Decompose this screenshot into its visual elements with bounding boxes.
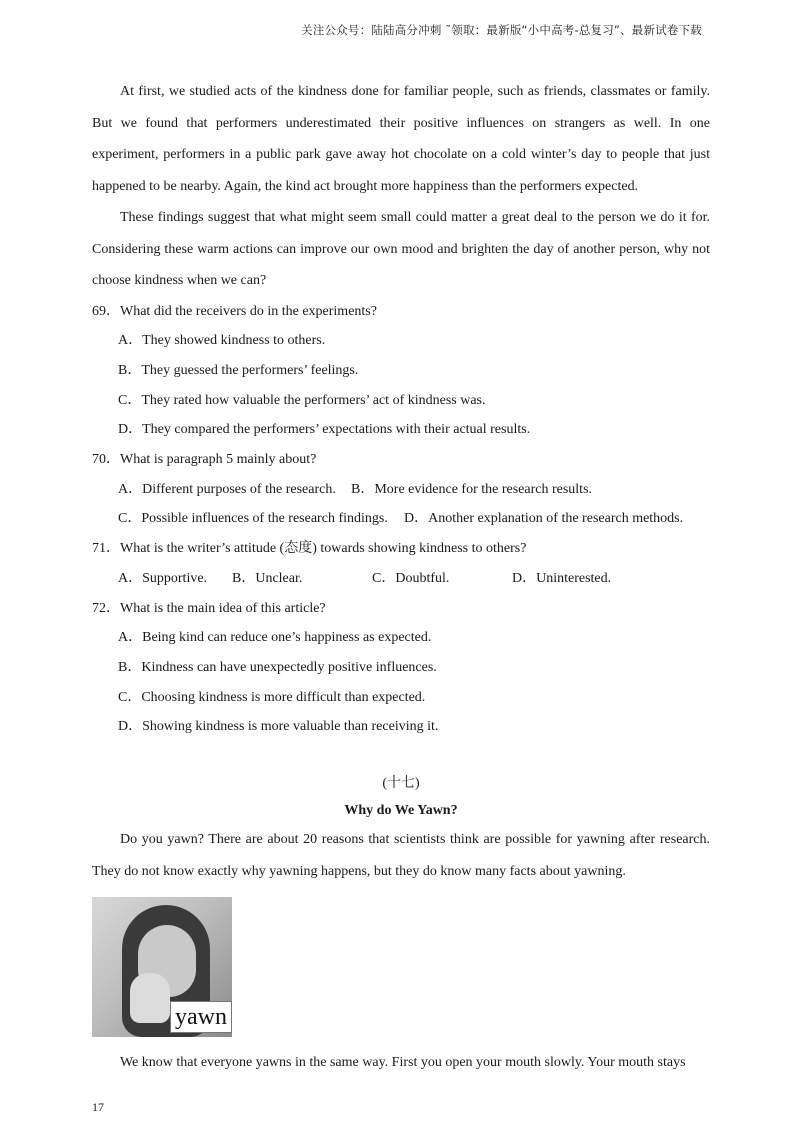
option: A．Different purposes of the research. [118, 481, 336, 497]
article-title: Why do We Yawn? [344, 803, 458, 819]
yawn-photo [92, 897, 232, 1037]
paragraph: At first, we studied acts of the kindness done for familiar people, such as friends, classmates or family. But we found that performers underestimated their positive influences on strangers as well. In one experiment, performers in a public park gave away hot chocolate on a cold winter’s day to people that just happened to be nearby. Again, the kind act brought more happiness than the performers expected. [92, 84, 710, 194]
option: B．They guessed the performers’ feelings. [118, 362, 359, 378]
option-row [92, 564, 710, 594]
option: C．They rated how valuable the performers’ act of kindness was. [118, 392, 486, 408]
question-70 [92, 445, 710, 534]
option: C．Choosing kindness is more difficult than expected. [118, 689, 426, 705]
option: A．Being kind can reduce one’s happiness as expected. [118, 630, 432, 646]
option: B．Kindness can have unexpectedly positive influences. [118, 659, 437, 675]
option: D．Showing kindness is more valuable than receiving it. [118, 719, 439, 735]
option-row [92, 475, 710, 505]
page-number: 17 [92, 1100, 104, 1114]
option: C．Doubtful. [372, 570, 450, 586]
page-content [92, 76, 710, 1079]
option-row [92, 504, 710, 534]
option: C．Possible influences of the research findings. [118, 511, 388, 527]
question-69 [92, 297, 710, 446]
question-72 [92, 594, 710, 743]
yawn-label: yawn [170, 1001, 232, 1033]
option: D．They compared the performers’ expectations with their actual results. [118, 422, 531, 438]
option: B．Unclear. [232, 570, 303, 586]
option: A．Supportive. [118, 570, 208, 586]
paragraph: We know that everyone yawns in the same way. First you open your mouth slowly. Your mouth stays [120, 1055, 686, 1071]
option: D．Uninterested. [512, 570, 612, 586]
question-71 [92, 534, 710, 593]
option: A．They showed kindness to others. [118, 333, 326, 349]
question-stem: 72．What is the main idea of this article? [92, 600, 326, 616]
page-header: 关注公众号：陆陆高分冲刺 ˜领取：最新版“小中高考-总复习”、最新试卷下载 [301, 23, 702, 37]
question-stem: 70．What is paragraph 5 mainly about? [92, 452, 317, 468]
paragraph: These findings suggest that what might seem small could matter a great deal to the person we do it for. Considering these warm actions can improve our own mood and brighten the day of another person, why not choose kindness when we can? [92, 210, 710, 288]
question-stem: 69．What did the receivers do in the experiments? [92, 303, 377, 319]
option: B．More evidence for the research results. [351, 481, 593, 497]
paragraph: Do you yawn? There are about 20 reasons that scientists think are possible for yawning after research. They do not know exactly why yawning happens, but they do know many facts about yawning. [92, 832, 710, 879]
option: D．Another explanation of the research methods. [404, 511, 684, 527]
section-number: (十七) [382, 776, 420, 792]
question-stem: 71．What is the writer’s attitude (态度) towards showing kindness to others? [92, 541, 527, 557]
